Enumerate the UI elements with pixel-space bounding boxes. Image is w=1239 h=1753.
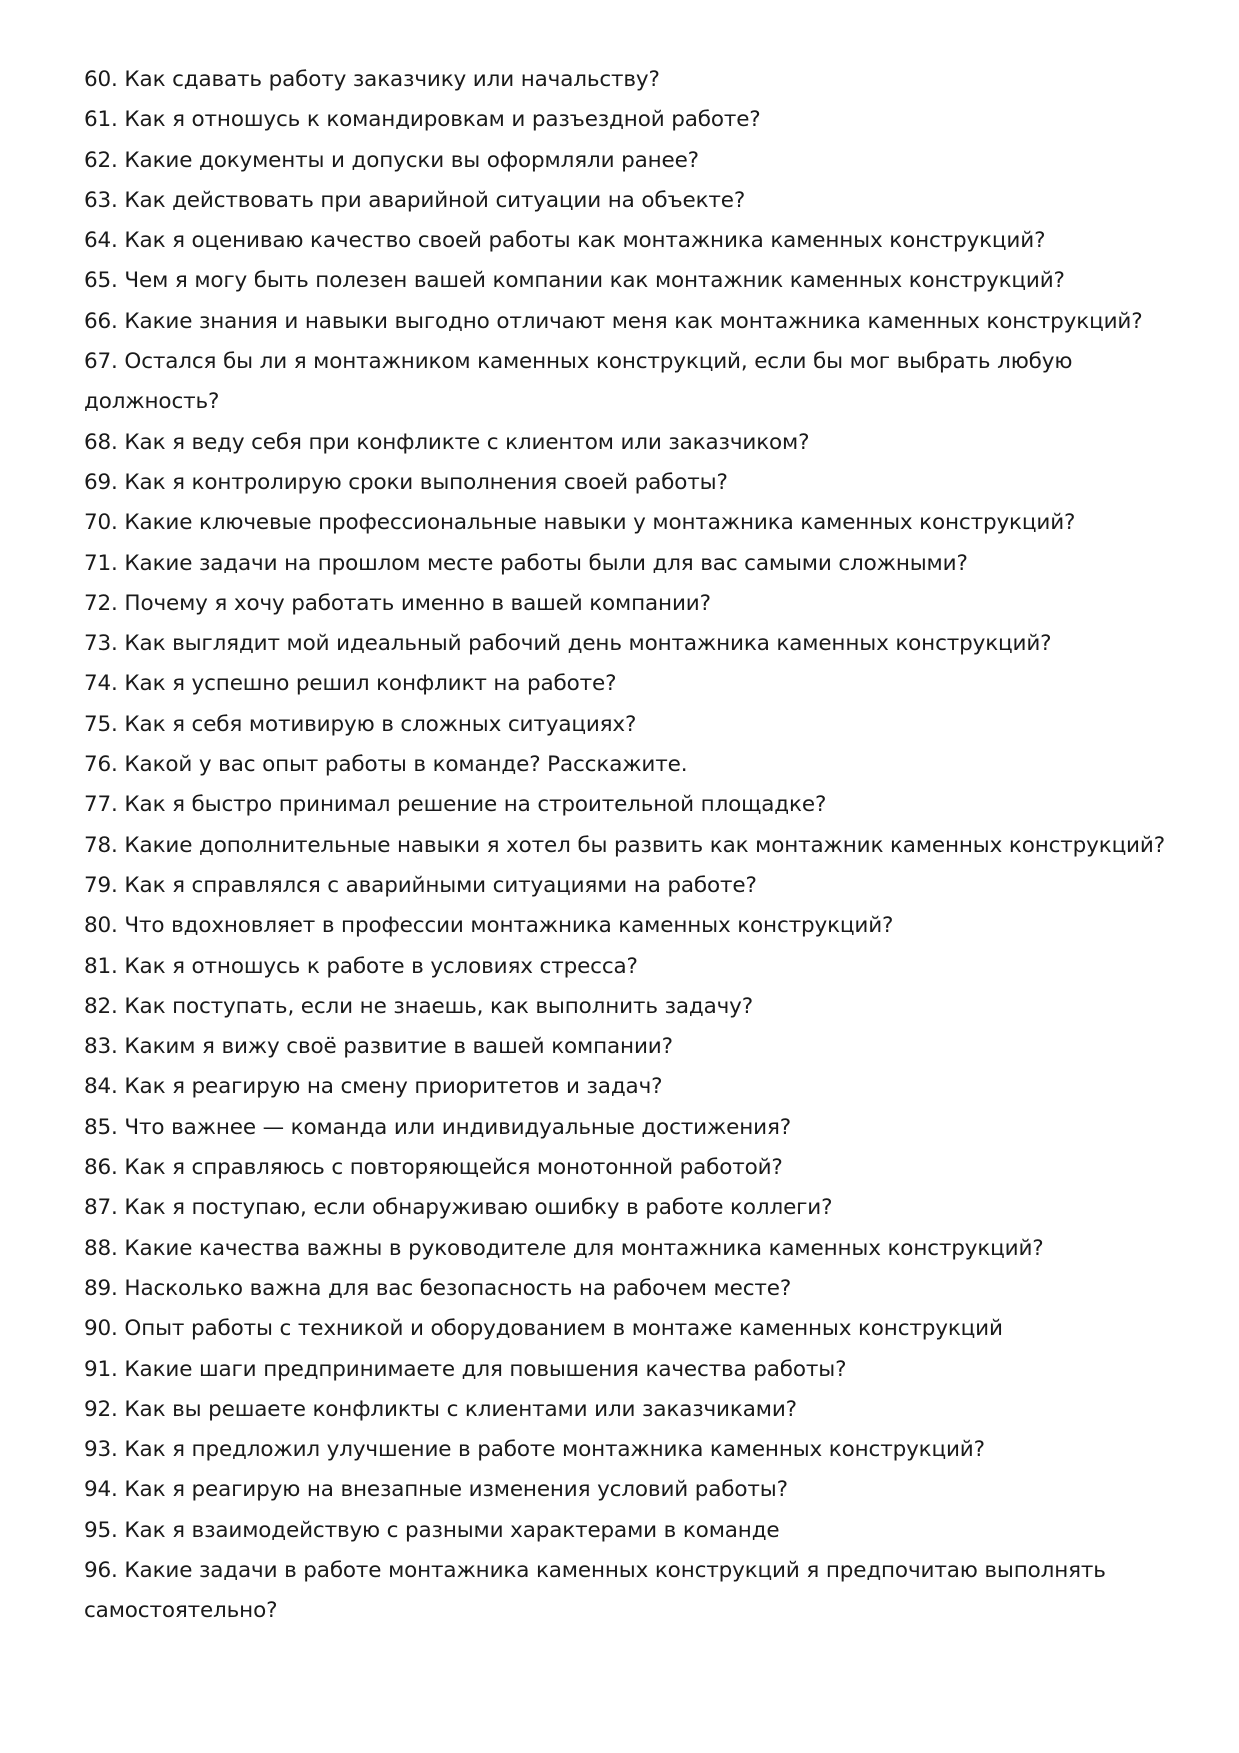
document-page bbox=[84, 60, 1194, 1632]
list-item: 82. Как поступать, если не знаешь, как выполнить задачу? bbox=[84, 993, 754, 1019]
list-item: 95. Как я взаимодействую с разными характерами в команде bbox=[84, 1517, 780, 1543]
list-item: 91. Какие шаги предпринимаете для повышения качества работы? bbox=[84, 1356, 847, 1382]
list-item: 90. Опыт работы с техникой и оборудованием в монтаже каменных конструкций bbox=[84, 1316, 1003, 1342]
list-item: 65. Чем я могу быть полезен вашей компании как монтажник каменных конструкций? bbox=[84, 268, 1065, 294]
list-item: 66. Какие знания и навыки выгодно отличают меня как монтажника каменных конструкций? bbox=[84, 308, 1143, 334]
list-item: 63. Как действовать при аварийной ситуации на объекте? bbox=[84, 187, 746, 213]
list-item: 84. Как я реагирую на смену приоритетов и задач? bbox=[84, 1074, 663, 1100]
list-item: 78. Какие дополнительные навыки я хотел бы развить как монтажник каменных конструкций? bbox=[84, 832, 1165, 858]
list-item: 68. Как я веду себя при конфликте с клиентом или заказчиком? bbox=[84, 429, 810, 455]
list-item: 71. Какие задачи на прошлом месте работы были для вас самыми сложными? bbox=[84, 550, 968, 576]
question-list bbox=[84, 60, 1194, 1632]
list-item: 85. Что важнее — команда или индивидуальные достижения? bbox=[84, 1114, 792, 1140]
list-item: 86. Как я справляюсь с повторяющейся монотонной работой? bbox=[84, 1155, 783, 1181]
list-item: 62. Какие документы и допуски вы оформляли ранее? bbox=[84, 147, 699, 173]
list-item: 77. Как я быстро принимал решение на строительной площадке? bbox=[84, 792, 827, 818]
list-item: 96. Какие задачи в работе монтажника каменных конструкций я предпочитаю выполнять самостоятельно? bbox=[84, 1557, 1106, 1624]
list-item: 74. Как я успешно решил конфликт на работе? bbox=[84, 671, 617, 697]
list-item: 73. Как выглядит мой идеальный рабочий день монтажника каменных конструкций? bbox=[84, 631, 1052, 657]
list-item: 89. Насколько важна для вас безопасность на рабочем месте? bbox=[84, 1275, 792, 1301]
list-item: 76. Какой у вас опыт работы в команде? Расскажите. bbox=[84, 752, 688, 778]
list-item: 81. Как я отношусь к работе в условиях стресса? bbox=[84, 953, 638, 979]
list-item: 60. Как сдавать работу заказчику или начальству? bbox=[84, 67, 660, 92]
list-item: 67. Остался бы ли я монтажником каменных конструкций, если бы мог выбрать любую должность? bbox=[84, 349, 1073, 415]
list-item: 80. Что вдохновляет в профессии монтажника каменных конструкций? bbox=[84, 913, 894, 939]
list-item: 87. Как я поступаю, если обнаруживаю ошибку в работе коллеги? bbox=[84, 1195, 833, 1221]
list-item: 70. Какие ключевые профессиональные навыки у монтажника каменных конструкций? bbox=[84, 510, 1076, 536]
list-item: 83. Каким я вижу своё развитие в вашей компании? bbox=[84, 1034, 673, 1060]
list-item: 94. Как я реагирую на внезапные изменения условий работы? bbox=[84, 1477, 788, 1503]
list-item: 92. Как вы решаете конфликты с клиентами или заказчиками? bbox=[84, 1396, 797, 1422]
list-item: 93. Как я предложил улучшение в работе монтажника каменных конструкций? bbox=[84, 1437, 985, 1463]
list-item: 64. Как я оцениваю качество своей работы как монтажника каменных конструкций? bbox=[84, 228, 1046, 254]
list-item: 75. Как я себя мотивирую в сложных ситуациях? bbox=[84, 711, 637, 737]
list-item: 72. Почему я хочу работать именно в вашей компании? bbox=[84, 590, 711, 616]
list-item: 69. Как я контролирую сроки выполнения своей работы? bbox=[84, 469, 728, 495]
list-item: 61. Как я отношусь к командировкам и разъездной работе? bbox=[84, 107, 761, 133]
list-item: 79. Как я справлялся с аварийными ситуациями на работе? bbox=[84, 872, 757, 898]
list-item: 88. Какие качества важны в руководителе для монтажника каменных конструкций? bbox=[84, 1235, 1044, 1261]
